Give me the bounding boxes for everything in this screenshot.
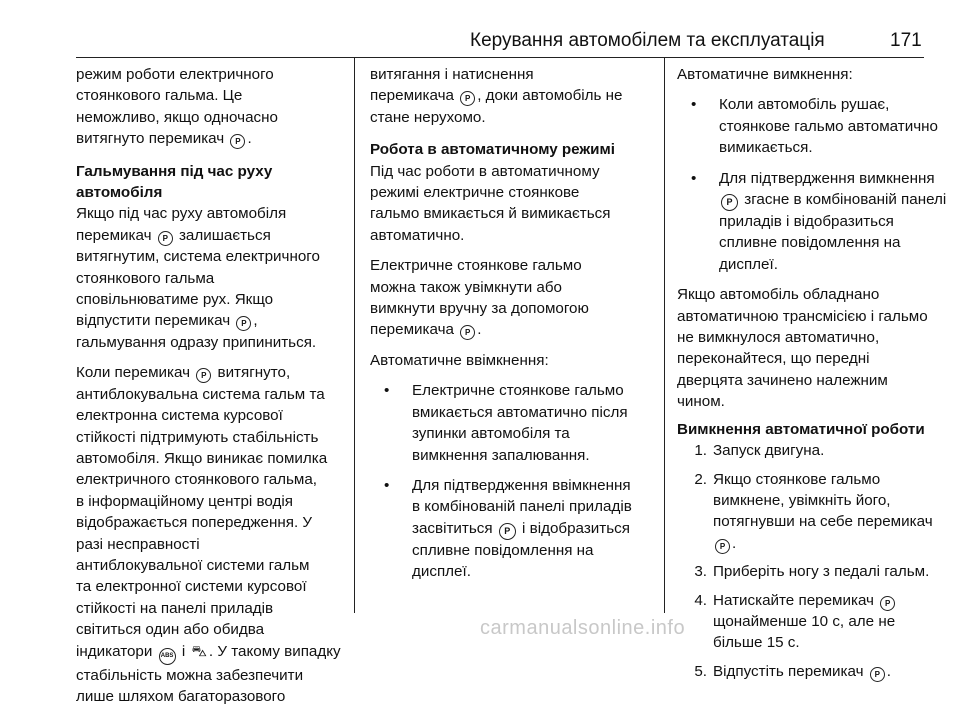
col2-heading: Робота в автоматичному режимі — [370, 141, 615, 159]
page-title: Керування автомобілем та експлуатація — [470, 30, 825, 51]
step-5: 5. Відпустіть перемикач P . — [694, 662, 891, 680]
step-2: 2. Якщо стоянкове гальмо вимкнене, увімкніть його, потягнувши на себе перемикач P . — [694, 470, 933, 552]
column-3 — [677, 64, 960, 682]
header-rule — [76, 57, 924, 58]
parking-brake-icon: P — [196, 368, 211, 383]
parking-brake-indicator-icon: P — [499, 523, 516, 540]
page-header — [0, 0, 960, 55]
column-divider-2 — [664, 57, 665, 613]
step-3: 3. Приберіть ногу з педалі гальм. — [694, 563, 930, 581]
parking-brake-icon: P — [158, 231, 173, 246]
col3-heading: Вимкнення автоматичної роботи — [677, 420, 925, 438]
watermark: carmanualsonline.info — [480, 617, 686, 639]
parking-brake-icon: P — [870, 667, 885, 682]
col2-paragraph-2: Електричне стоянкове гальмо можна також увімкнути або вимкнути вручну за допомогою перемикача P . — [370, 257, 589, 339]
esc-car-icon: ⛍ — [191, 642, 207, 660]
list-item: • Коли автомобіль рушає, стоянкове гальмо автоматично вимикається. — [691, 96, 938, 157]
parking-brake-icon: P — [880, 596, 895, 611]
column-divider-1 — [354, 57, 355, 613]
col1-heading: Гальмування під час руху автомобіля — [76, 162, 273, 202]
list-item: • Для підтвердження ввімкнення в комбінованій панелі приладів засвітиться P і відобразиться спливне повідомлення на дисплеї. — [384, 476, 632, 581]
step-4: 4. Натискайте перемикач P щонайменше 10 с, але не більше 15 с. — [694, 591, 896, 652]
column-2 — [370, 64, 660, 583]
col3-paragraph-2: Якщо автомобіль обладнано автоматичною трансмісією і гальмо не вимкнулося автоматично, переконайтеся, що передні дверцята зачинено належним чином. — [677, 286, 928, 411]
step-1: 1. Запуск двигуна. — [694, 442, 825, 460]
col1-paragraph-1: Якщо під час руху автомобіля перемикач P залишається витягнутим, система електричного стоянкового гальма сповільнюватиме рух. Якщо відпустити перемикач P , гальмування одразу припиниться. — [76, 205, 320, 351]
col2-intro: витягання і натиснення перемикача P , доки автомобіль не стане нерухомо. — [370, 66, 623, 126]
parking-brake-indicator-icon: P — [721, 194, 738, 211]
page-number: 171 — [890, 30, 922, 51]
col2-paragraph-1: Під час роботи в автоматичному режимі електричне стоянкове гальмо вмикається й вимикається автоматично. — [370, 162, 611, 244]
parking-brake-icon: P — [236, 316, 251, 331]
col3-paragraph-1: Автоматичне вимкнення: — [677, 66, 853, 83]
col2-paragraph-3: Автоматичне ввімкнення: — [370, 351, 549, 369]
col1-paragraph-2: Коли перемикач P витягнуто, антиблокувальна система гальм та електронна система курсової стійкості підтримують стабільність автомобіля. Якщо виникає помилка електричного стоянкового гальма, в інформаційному центрі водія відображається попередження. У разі несправності антиблокувальної системи гальм та електронної системи курсової стійкості на панелі приладів світиться один або обидва індикатори ABS і ⛍ . У такому випадку стабільність можна забезпечити лише шляхом багаторазового — [76, 364, 341, 705]
col1-intro: режим роботи електричного стоянкового гальма. Це неможливо, якщо одночасно витягнуто перемикач P . — [76, 66, 278, 148]
parking-brake-icon: P — [460, 325, 475, 340]
abs-icon: ABS — [159, 648, 176, 665]
parking-brake-icon: P — [460, 91, 475, 106]
column-1 — [76, 64, 346, 707]
parking-brake-icon: P — [230, 134, 245, 149]
parking-brake-icon: P — [715, 539, 730, 554]
list-item: • Для підтвердження вимкнення P згасне в комбінованій панелі приладів і відобразиться спливне повідомлення на дисплеї. — [691, 169, 947, 273]
list-item: • Електричне стоянкове гальмо вмикається автоматично після зупинки автомобіля та вимкнення запалювання. — [384, 382, 628, 464]
